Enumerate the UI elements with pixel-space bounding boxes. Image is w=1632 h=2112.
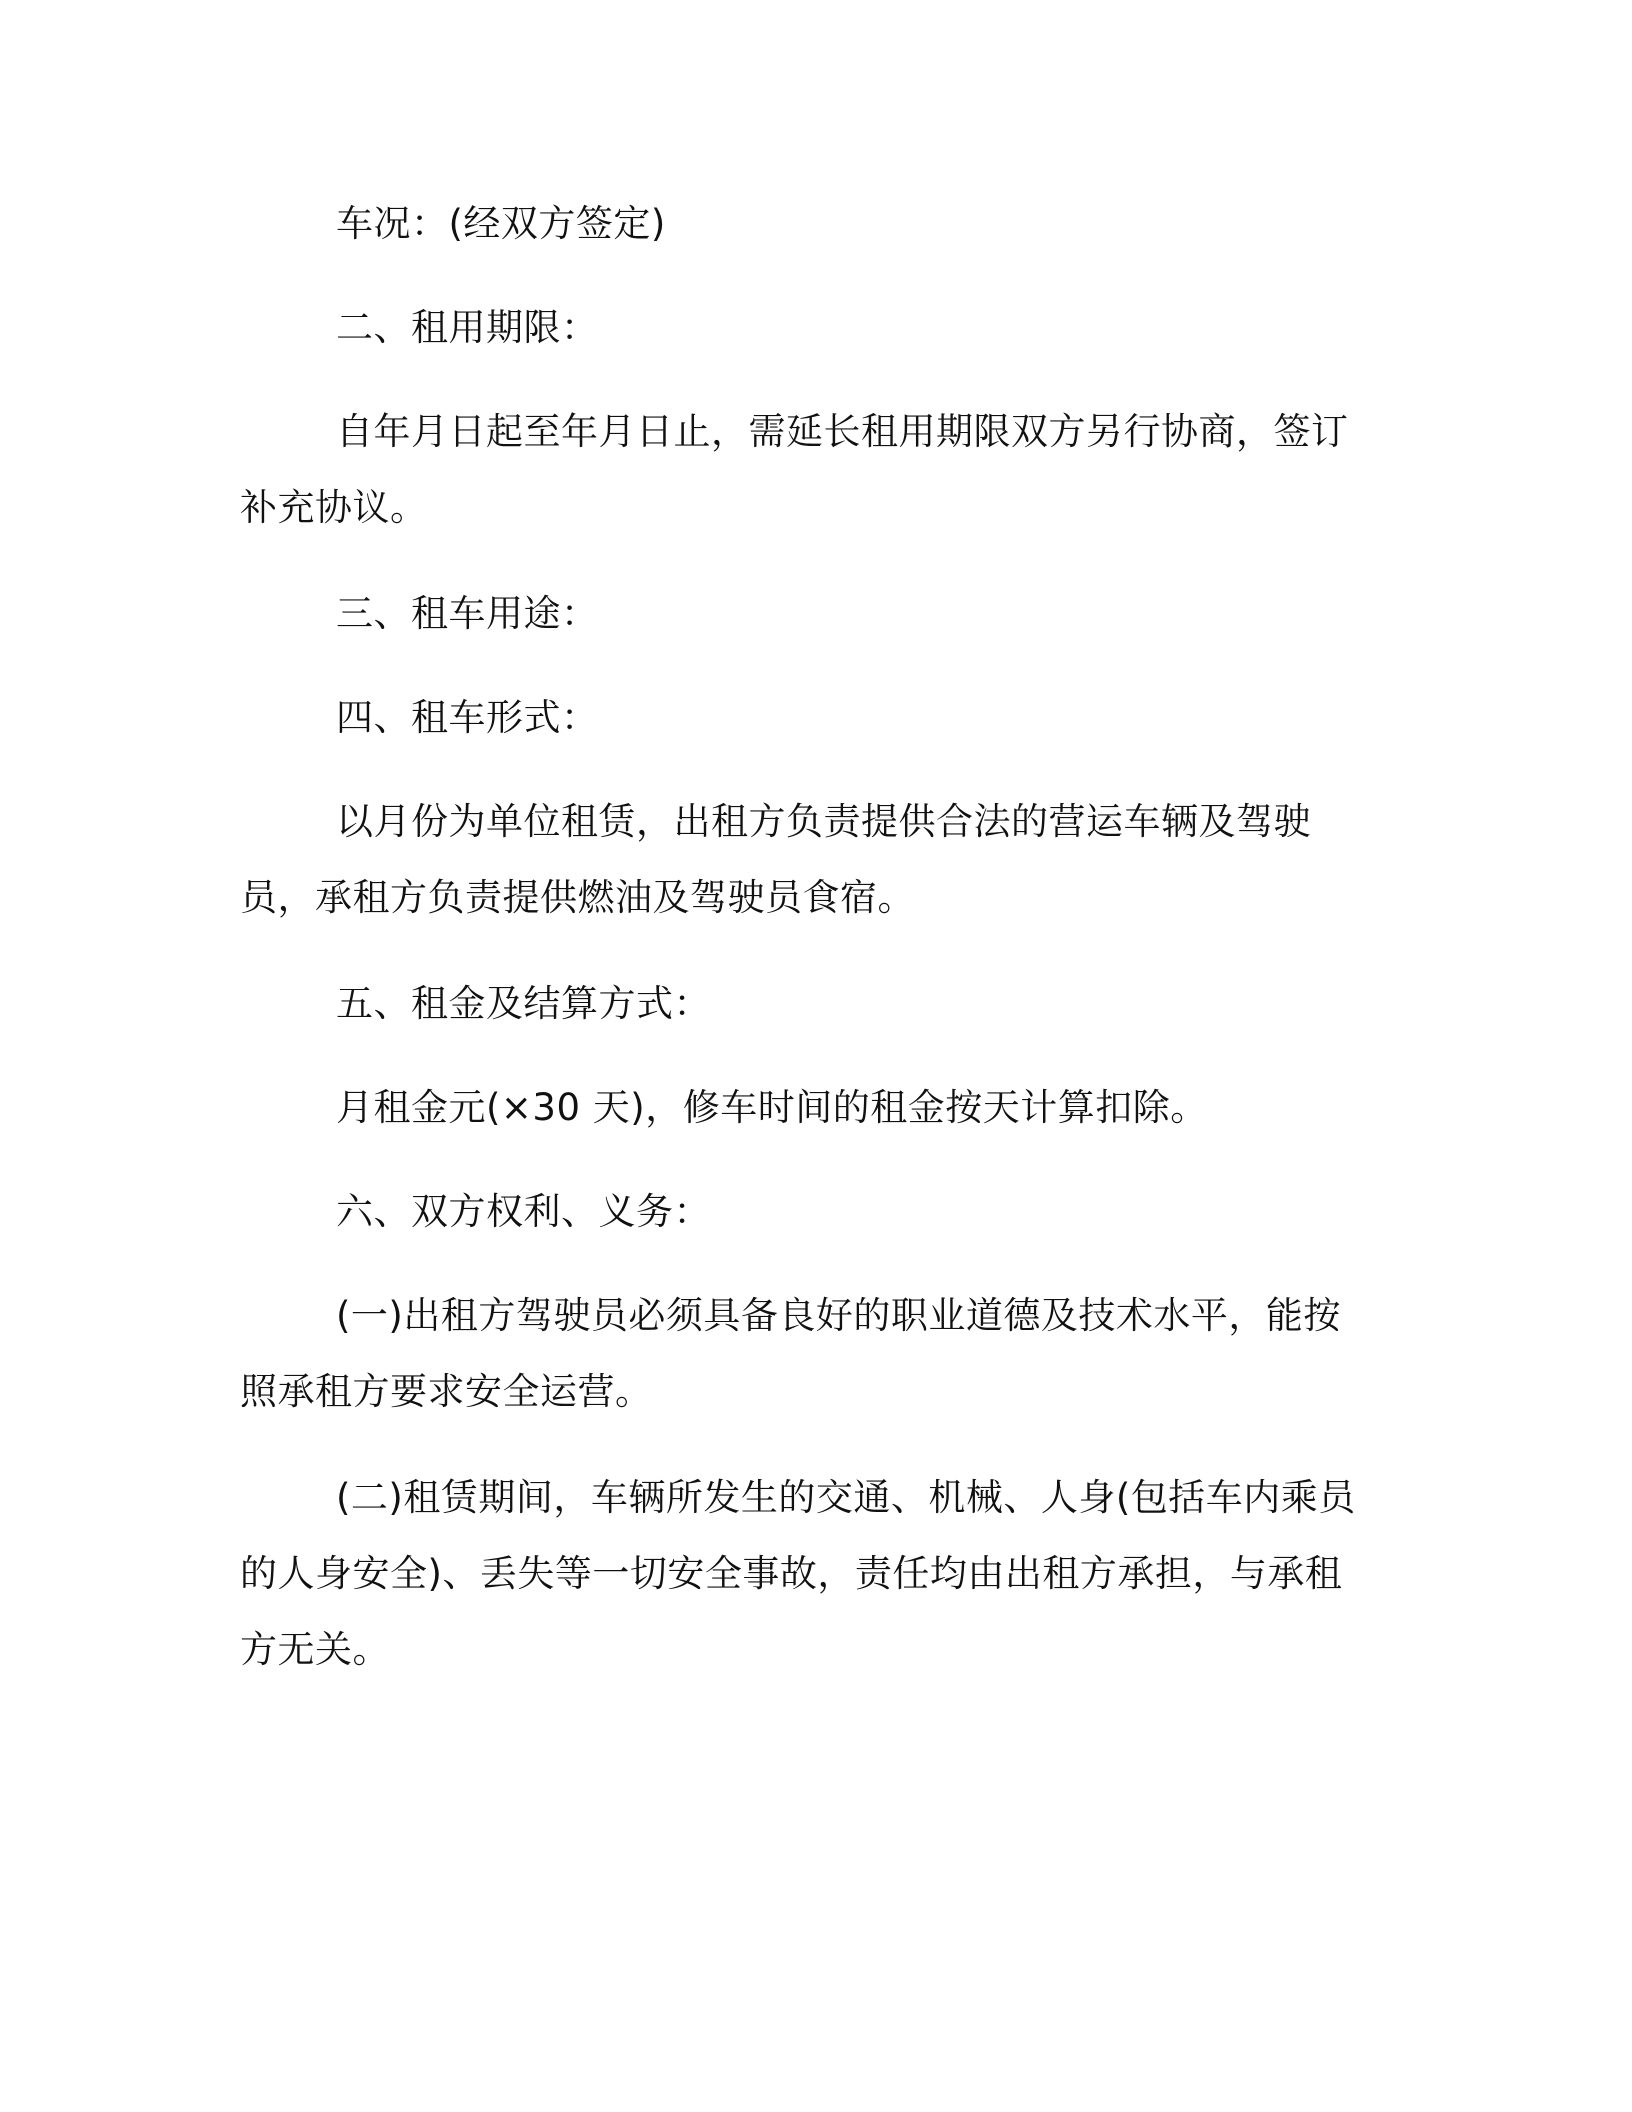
paragraph-obligation-two: (二)租赁期间，车辆所发生的交通、机械、人身(包括车内乘员的人身安全)、丢失等一切安全事故，责任均由出租方承担，与承租方无关。: [240, 1476, 1356, 1671]
document-body: [240, 186, 1370, 1688]
heading-rental-purpose: 三、租车用途：: [336, 592, 599, 635]
heading-rights-obligations: 六、双方权利、义务：: [336, 1190, 711, 1233]
paragraph-vehicle-condition: 车况：(经双方签定): [336, 202, 666, 245]
paragraph-obligation-one: (一)出租方驾驶员必须具备良好的职业道德及技术水平，能按照承租方要求安全运营。: [240, 1294, 1341, 1413]
heading-rental-form: 四、租车形式：: [336, 696, 599, 739]
paragraph-rent-settlement: 月租金元(×30 天)，修车时间的租金按天计算扣除。: [336, 1086, 1208, 1129]
heading-rent-settlement: 五、租金及结算方式：: [336, 982, 711, 1025]
heading-rental-period: 二、租用期限：: [336, 306, 599, 349]
paragraph-rental-period: 自年月日起至年月日止，需延长租用期限双方另行协商，签订补充协议。: [240, 410, 1349, 529]
paragraph-rental-form: 以月份为单位租赁，出租方负责提供合法的营运车辆及驾驶员，承租方负责提供燃油及驾驶员食宿。: [240, 800, 1311, 919]
